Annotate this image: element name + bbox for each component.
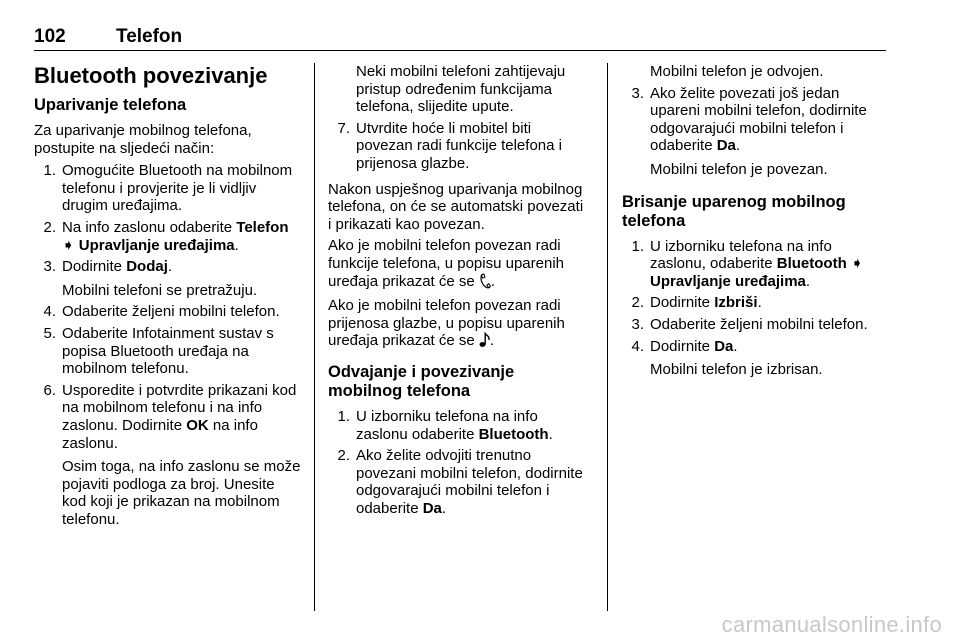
subsection-heading: Uparivanje telefona bbox=[34, 96, 187, 114]
subsection-heading: Odvajanje i povezivanje mobilnog telefona bbox=[328, 362, 515, 400]
phone-handset-icon bbox=[479, 273, 491, 294]
list-item: 1. Omogućite Bluetooth na mobilnom telefonu i provjerite je li vidljiv drugim uređajima. bbox=[43, 162, 293, 215]
list-item: 1. U izborniku telefona na info zaslonu odaberite Bluetooth. bbox=[337, 407, 553, 443]
step-note: Mobilni telefon je izbrisan. bbox=[650, 361, 823, 379]
column-divider bbox=[607, 63, 608, 611]
list-item: 3. Odaberite željeni mobilni telefon. bbox=[631, 315, 868, 333]
watermark: carmanualsonline.info bbox=[721, 612, 942, 637]
step-note: Mobilni telefon je povezan. bbox=[650, 160, 828, 178]
list-item: 2. Dodirnite Izbriši. bbox=[631, 294, 762, 312]
column-3 bbox=[622, 63, 886, 387]
intro-text: Za uparivanje mobilnog telefona, postupite na sljedeći način: bbox=[34, 122, 252, 157]
column-divider bbox=[314, 63, 315, 611]
step-note: Mobilni telefoni se pretražuju. bbox=[62, 281, 258, 299]
list-item: 3. Dodirnite Dodaj. Mobilni telefoni se pretražuju. bbox=[34, 258, 302, 299]
pairing-steps-continued bbox=[328, 120, 590, 173]
list-item: 2. Ako želite odvojiti trenutno povezani mobilni telefon, dodirnite odgovarajući mobilni telefon i odaberite Da. bbox=[337, 447, 583, 517]
section-heading: Bluetooth povezivanje bbox=[34, 63, 268, 88]
disconnect-steps bbox=[328, 408, 590, 518]
step-note: Osim toga, na info zaslonu se može pojaviti podloga za broj. Unesite kod koji je prikazan na mobilnom telefonu. bbox=[62, 458, 301, 528]
subsection-heading: Brisanje uparenog mobilnog telefona bbox=[622, 192, 846, 230]
disconnect-steps-continued bbox=[622, 85, 886, 179]
list-item: 3. Ako želite povezati još jedan upareni mobilni telefon, dodirnite odgovarajući mobilni telefon i odaberite Da. Mobilni telefon je povezan. bbox=[622, 85, 886, 179]
step-note: Neki mobilni telefoni zahtijevaju pristup određenim funkcijama telefona, slijedite upute. bbox=[356, 63, 566, 116]
music-note-icon bbox=[479, 332, 490, 353]
list-item: 2. Na info zaslonu odaberite Telefon ➧ Upravljanje uređajima. bbox=[43, 218, 289, 254]
paragraph: Nakon uspješnog uparivanja mobilnog telefona, on će se automatski povezati i prikazati kao povezan. bbox=[328, 180, 584, 233]
running-title: Telefon bbox=[116, 26, 183, 47]
page-number: 102 bbox=[34, 26, 66, 47]
list-item: 5. Odaberite Infotainment sustav s popisa Bluetooth uređaja na mobilnom telefonu. bbox=[43, 324, 274, 378]
page-header bbox=[34, 26, 886, 51]
paragraph: Ako je mobilni telefon povezan radi prijenosa glazbe, u popisu uparenih uređaja prikazat će se . bbox=[328, 297, 590, 353]
arrow-icon: ➧ bbox=[62, 236, 75, 254]
pairing-steps bbox=[34, 162, 302, 528]
delete-steps bbox=[622, 238, 886, 379]
list-item: 4. Dodirnite Da. Mobilni telefon je izbrisan. bbox=[622, 338, 886, 379]
list-item: 6. Usporedite i potvrdite prikazani kod na mobilnom telefonu i na info zaslonu. Dodirnite OK na info zaslonu. Osim toga, na info zaslonu se može pojaviti podloga za broj. Unesite kod koji je prikazan na mobilnom telefonu. bbox=[43, 381, 301, 528]
column-2 bbox=[328, 63, 590, 525]
arrow-icon: ➧ bbox=[850, 255, 864, 273]
list-item: 4. Odaberite željeni mobilni telefon. bbox=[43, 303, 280, 321]
column-1 bbox=[34, 63, 302, 536]
step-note: Mobilni telefon je odvojen. bbox=[650, 63, 824, 80]
paragraph: Ako je mobilni telefon povezan radi funkcije telefona, u popisu uparenih uređaja prikazat će se . bbox=[328, 237, 590, 293]
list-item: 7. Utvrdite hoće li mobitel biti povezan radi funkcije telefona i prijenosa glazbe. bbox=[337, 119, 562, 172]
list-item: 1. U izborniku telefona na info zaslonu, odaberite Bluetooth ➧ Upravljanje uređajima. bbox=[631, 237, 864, 290]
